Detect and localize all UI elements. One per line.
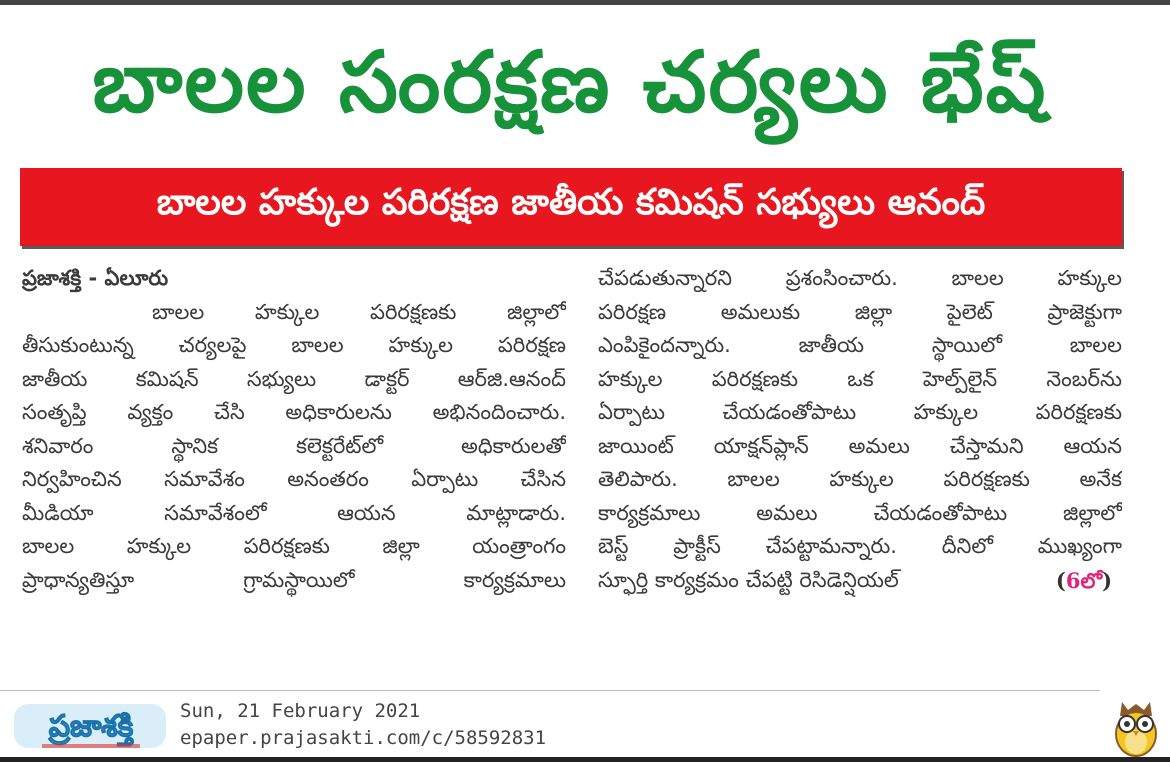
headline: బాలల సంరక్షణ చర్యలు భేష్ bbox=[92, 33, 1048, 131]
body-line-last bbox=[598, 564, 1122, 598]
body-line: బాలల హక్కుల పరిరక్షణకు జిల్లాలో bbox=[152, 299, 566, 324]
left-column bbox=[22, 262, 566, 597]
body-line: తీసుకుంటున్న చర్యలపై బాలల హక్కుల పరిరక్షణ bbox=[22, 333, 566, 357]
body-line: బాలల హక్కుల పరిరక్షణకు జిల్లా యంత్రాంగం bbox=[22, 534, 566, 558]
body-line: చేపడుతున్నారని ప్రశంసించారు. బాలల హక్కుల bbox=[598, 266, 1122, 290]
body-line: ప్రాధాన్యతిస్తూ గ్రామస్థాయిలో కార్యక్రమాలు bbox=[22, 567, 566, 592]
body-line: ఎంపికైందన్నారు. జాతీయ స్థాయిలో బాలల bbox=[598, 333, 1122, 357]
body-line: జాయింట్ యాక్షన్‌ప్లాన్ అమలు చేస్తామని ఆయన bbox=[598, 433, 1122, 458]
body-line: పరిరక్షణ అమలుకు జిల్లా పైలెట్ ప్రాజెక్టుగా bbox=[598, 299, 1122, 324]
footer-rule bbox=[0, 690, 1100, 691]
edition-date: Sun, 21 February 2021 bbox=[180, 700, 421, 722]
footer-info bbox=[180, 698, 546, 752]
body-line: బెస్ట్ ప్రాక్టీస్ చేపట్టామన్నారు. దీనిలో ముఖ్యంగా bbox=[598, 534, 1122, 558]
continued-marker[interactable]: (6లో) bbox=[1055, 567, 1112, 593]
body-line: కార్యక్రమాలు అమలు చేయడంతోపాటు జిల్లాలో bbox=[598, 500, 1122, 525]
bottom-rule bbox=[0, 757, 1170, 762]
body-line: శనివారం స్థానిక కలెక్టరేట్‌లో అధికారులతో bbox=[22, 433, 566, 458]
subheadline: బాలల హక్కుల పరిరక్షణ జాతీయ కమిషన్ సభ్యులు ఆనంద్ bbox=[156, 182, 986, 223]
body-line: జాతీయ కమిషన్ సభ్యులు డాక్టర్ ఆర్‌జి.ఆనంద్ bbox=[22, 366, 566, 391]
body-line: నిర్వహించిన సమావేశం అనంతరం ఏర్పాటు చేసిన bbox=[22, 467, 566, 491]
prajasakti-logo bbox=[12, 698, 170, 754]
body-line: స్ఫూర్తి కార్యక్రమం చేపట్టి రెసిడెన్షియల్ bbox=[598, 567, 899, 592]
continued-page: 6లో bbox=[1065, 567, 1103, 593]
body-line: సంతృప్తి వ్యక్తం చేసి అధికారులను అభినందించారు. bbox=[22, 400, 566, 424]
owl-mascot-icon bbox=[1110, 694, 1162, 758]
body-line: తెలిపారు. బాలల హక్కుల పరిరక్షణకు అనేక bbox=[598, 467, 1122, 491]
right-column bbox=[598, 262, 1122, 597]
top-rule bbox=[0, 0, 1170, 5]
epaper-link[interactable]: epaper.prajasakti.com/c/58592831 bbox=[180, 727, 547, 749]
svg-text:ప్రజాశక్తి: ప్రజాశక్తి bbox=[48, 709, 134, 744]
body-line: ఏర్పాటు చేయడంతోపాటు హక్కుల పరిరక్షణకు bbox=[598, 400, 1122, 424]
body-line: హక్కుల పరిరక్షణకు ఒక హెల్ప్‌లైన్ నెంబర్‌ను bbox=[598, 366, 1122, 391]
subheadline-banner bbox=[20, 168, 1122, 246]
dateline: ప్రజాశక్తి - ఏలూరు bbox=[22, 266, 169, 290]
body-line: మీడియా సమావేశంలో ఆయన మాట్లాడారు. bbox=[22, 500, 566, 525]
